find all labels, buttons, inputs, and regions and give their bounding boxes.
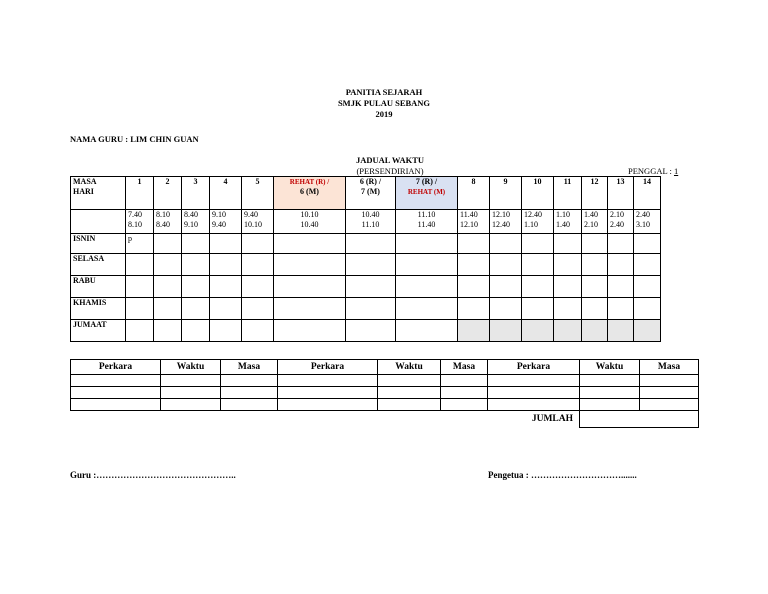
day-row-jumaat bbox=[71, 320, 661, 342]
slot-cell-unavailable bbox=[490, 320, 522, 342]
slot-cell-unavailable bbox=[608, 320, 634, 342]
slot-cell[interactable] bbox=[554, 254, 582, 276]
slot-cell[interactable] bbox=[522, 234, 554, 254]
time-start: 2.40 bbox=[636, 210, 650, 219]
period-10: 9 bbox=[490, 177, 522, 210]
period-8-rehat: REHAT (M) bbox=[407, 188, 446, 196]
slot-cell[interactable] bbox=[182, 234, 210, 254]
slot-cell[interactable] bbox=[396, 298, 458, 320]
col-waktu: Waktu bbox=[580, 360, 640, 375]
slot-cell[interactable] bbox=[242, 298, 274, 320]
summary-cell[interactable] bbox=[71, 375, 161, 387]
total-value-cell[interactable] bbox=[580, 411, 699, 428]
period-1: 1 bbox=[126, 177, 154, 210]
slot-cell[interactable] bbox=[346, 298, 396, 320]
slot-cell[interactable] bbox=[210, 276, 242, 298]
time-15 bbox=[634, 210, 661, 234]
summary-table bbox=[70, 359, 699, 428]
time-end: 3.10 bbox=[636, 220, 650, 229]
time-start: 7.40 bbox=[128, 210, 142, 219]
summary-cell[interactable] bbox=[640, 399, 699, 411]
timetable-subtitle: (PERSENDIRIAN) bbox=[356, 166, 424, 176]
slot-cell[interactable] bbox=[582, 254, 608, 276]
slot-cell[interactable] bbox=[274, 320, 346, 342]
slot-cell-unavailable bbox=[458, 320, 490, 342]
col-masa: Masa bbox=[221, 360, 278, 375]
summary-cell[interactable] bbox=[278, 387, 378, 399]
period-6 bbox=[274, 177, 346, 210]
slot-cell[interactable] bbox=[126, 320, 154, 342]
time-7 bbox=[346, 210, 396, 234]
slot-cell[interactable] bbox=[608, 234, 634, 254]
summary-header-row bbox=[71, 360, 699, 375]
slot-cell[interactable] bbox=[182, 320, 210, 342]
summary-cell[interactable] bbox=[640, 387, 699, 399]
period-12: 11 bbox=[554, 177, 582, 210]
slot-cell[interactable] bbox=[582, 276, 608, 298]
slot-cell[interactable] bbox=[210, 234, 242, 254]
time-end: 2.10 bbox=[584, 220, 598, 229]
day-row-rabu bbox=[71, 276, 661, 298]
time-start: 1.40 bbox=[584, 210, 598, 219]
slot-cell[interactable] bbox=[154, 234, 182, 254]
slot-cell[interactable] bbox=[458, 254, 490, 276]
time-end: 12.10 bbox=[460, 220, 478, 229]
time-end: 9.40 bbox=[212, 220, 226, 229]
col-perkara: Perkara bbox=[488, 360, 580, 375]
school-name: SMJK PULAU SEBANG bbox=[337, 98, 431, 108]
slot-cell[interactable] bbox=[490, 298, 522, 320]
slot-cell-unavailable bbox=[634, 320, 661, 342]
time-start: 11.40 bbox=[460, 210, 478, 219]
summary-cell[interactable] bbox=[580, 399, 640, 411]
time-4 bbox=[210, 210, 242, 234]
timetable bbox=[70, 176, 661, 342]
day-label: JUMAAT bbox=[71, 320, 126, 342]
time-end: 8.10 bbox=[128, 220, 142, 229]
summary-cell[interactable] bbox=[580, 375, 640, 387]
period-3: 3 bbox=[182, 177, 210, 210]
year: 2019 bbox=[375, 109, 393, 119]
period-8-r: 7 (R) / bbox=[415, 177, 438, 186]
slot-cell[interactable] bbox=[346, 254, 396, 276]
slot-cell-unavailable bbox=[582, 320, 608, 342]
slot-cell[interactable] bbox=[154, 254, 182, 276]
term-value: 1 bbox=[673, 166, 679, 176]
time-end: 10.10 bbox=[244, 220, 262, 229]
principal-signature-line: Pengetua : …………………………....... bbox=[488, 470, 637, 480]
slot-cell[interactable] bbox=[608, 298, 634, 320]
summary-cell[interactable] bbox=[161, 375, 221, 387]
slot-cell[interactable] bbox=[182, 298, 210, 320]
time-end: 1.40 bbox=[556, 220, 570, 229]
slot-cell[interactable] bbox=[554, 298, 582, 320]
period-14: 13 bbox=[608, 177, 634, 210]
corner-hari: HARI bbox=[73, 187, 94, 196]
time-10 bbox=[490, 210, 522, 234]
time-start: 12.40 bbox=[524, 210, 542, 219]
time-end: 10.40 bbox=[300, 220, 319, 229]
summary-cell[interactable] bbox=[278, 399, 378, 411]
slot-cell[interactable] bbox=[396, 234, 458, 254]
slot-cell[interactable] bbox=[396, 254, 458, 276]
summary-cell[interactable] bbox=[378, 387, 441, 399]
slot-cell[interactable] bbox=[554, 234, 582, 254]
time-9 bbox=[458, 210, 490, 234]
time-start: 10.40 bbox=[361, 210, 380, 219]
col-waktu: Waktu bbox=[378, 360, 441, 375]
teacher-name: NAMA GURU : LIM CHIN GUAN bbox=[70, 134, 199, 144]
day-label: RABU bbox=[71, 276, 126, 298]
col-waktu: Waktu bbox=[161, 360, 221, 375]
time-start: 11.10 bbox=[417, 210, 436, 219]
term-label bbox=[628, 166, 678, 176]
slot-cell[interactable] bbox=[634, 298, 661, 320]
time-end: 11.40 bbox=[417, 220, 436, 229]
time-end: 9.10 bbox=[184, 220, 198, 229]
period-7 bbox=[346, 177, 396, 210]
slot-cell[interactable] bbox=[274, 234, 346, 254]
time-end: 1.10 bbox=[524, 220, 538, 229]
slot-cell[interactable] bbox=[458, 234, 490, 254]
slot-cell[interactable] bbox=[210, 320, 242, 342]
period-4: 4 bbox=[210, 177, 242, 210]
day-label: SELASA bbox=[71, 254, 126, 276]
slot-cell[interactable] bbox=[154, 276, 182, 298]
slot-cell[interactable] bbox=[242, 234, 274, 254]
slot-cell[interactable] bbox=[242, 276, 274, 298]
summary-cell[interactable] bbox=[278, 375, 378, 387]
day-row-khamis bbox=[71, 298, 661, 320]
slot-cell[interactable] bbox=[274, 254, 346, 276]
time-6 bbox=[274, 210, 346, 234]
teacher-signature-line: Guru :……………………………………….. bbox=[70, 470, 236, 480]
time-start: 1.10 bbox=[556, 210, 570, 219]
period-2: 2 bbox=[154, 177, 182, 210]
summary-cell[interactable] bbox=[378, 399, 441, 411]
summary-cell[interactable] bbox=[221, 387, 278, 399]
day-row-isnin bbox=[71, 234, 661, 254]
period-15: 14 bbox=[634, 177, 661, 210]
time-end: 8.40 bbox=[156, 220, 170, 229]
slot-cell[interactable] bbox=[274, 276, 346, 298]
slot-cell[interactable] bbox=[396, 276, 458, 298]
summary-cell[interactable] bbox=[441, 399, 488, 411]
time-end: 2.40 bbox=[610, 220, 624, 229]
time-3 bbox=[182, 210, 210, 234]
time-8 bbox=[396, 210, 458, 234]
slot-cell[interactable] bbox=[210, 298, 242, 320]
time-start: 8.10 bbox=[156, 210, 170, 219]
summary-cell[interactable] bbox=[71, 399, 161, 411]
time-row bbox=[71, 210, 661, 234]
period-13: 12 bbox=[582, 177, 608, 210]
slot-cell[interactable] bbox=[154, 320, 182, 342]
period-6-m: 6 (M) bbox=[300, 187, 319, 196]
period-9: 8 bbox=[458, 177, 490, 210]
col-perkara: Perkara bbox=[278, 360, 378, 375]
period-7-r: 6 (R) / bbox=[359, 177, 382, 186]
day-row-selasa bbox=[71, 254, 661, 276]
slot-cell[interactable] bbox=[242, 254, 274, 276]
slot-cell[interactable] bbox=[126, 254, 154, 276]
slot-cell[interactable] bbox=[126, 276, 154, 298]
slot-cell-unavailable bbox=[554, 320, 582, 342]
slot-cell[interactable] bbox=[458, 298, 490, 320]
term-label-text: PENGGAL : bbox=[628, 166, 674, 176]
time-start: 10.10 bbox=[300, 210, 319, 219]
summary-cell[interactable] bbox=[488, 387, 580, 399]
day-label: KHAMIS bbox=[71, 298, 126, 320]
summary-cell[interactable] bbox=[640, 375, 699, 387]
summary-cell[interactable] bbox=[221, 375, 278, 387]
slot-cell[interactable] bbox=[582, 298, 608, 320]
summary-cell[interactable] bbox=[488, 375, 580, 387]
col-masa: Masa bbox=[441, 360, 488, 375]
slot-cell[interactable] bbox=[634, 276, 661, 298]
slot-cell[interactable] bbox=[154, 298, 182, 320]
timetable-title: JADUAL WAKTU bbox=[355, 155, 425, 165]
summary-row bbox=[71, 399, 699, 411]
period-6-rehat: REHAT (R) / bbox=[289, 178, 330, 186]
slot-cell[interactable] bbox=[210, 254, 242, 276]
slot-cell[interactable] bbox=[182, 276, 210, 298]
period-header-row bbox=[71, 177, 661, 210]
time-13 bbox=[582, 210, 608, 234]
time-start: 9.40 bbox=[244, 210, 258, 219]
slot-cell[interactable] bbox=[182, 254, 210, 276]
day-label: ISNIN bbox=[71, 234, 126, 254]
summary-cell[interactable] bbox=[441, 375, 488, 387]
time-1 bbox=[126, 210, 154, 234]
slot-cell[interactable] bbox=[634, 254, 661, 276]
slot-cell[interactable] bbox=[490, 276, 522, 298]
slot-cell[interactable] bbox=[490, 254, 522, 276]
slot-cell[interactable] bbox=[346, 276, 396, 298]
time-5 bbox=[242, 210, 274, 234]
slot-cell[interactable] bbox=[522, 254, 554, 276]
corner-masa: MASA bbox=[73, 177, 97, 186]
summary-cell[interactable] bbox=[580, 387, 640, 399]
summary-cell[interactable] bbox=[161, 387, 221, 399]
slot-cell[interactable] bbox=[522, 276, 554, 298]
col-perkara: Perkara bbox=[71, 360, 161, 375]
time-start: 9.10 bbox=[212, 210, 226, 219]
time-11 bbox=[522, 210, 554, 234]
time-end: 11.10 bbox=[361, 220, 380, 229]
slot-cell[interactable] bbox=[242, 320, 274, 342]
slot-cell[interactable] bbox=[126, 298, 154, 320]
total-label: JUMLAH bbox=[531, 413, 573, 424]
slot-cell[interactable] bbox=[608, 276, 634, 298]
col-masa: Masa bbox=[640, 360, 699, 375]
summary-cell[interactable] bbox=[441, 387, 488, 399]
summary-row bbox=[71, 387, 699, 399]
slot-cell[interactable] bbox=[346, 320, 396, 342]
period-8 bbox=[396, 177, 458, 210]
period-11: 10 bbox=[522, 177, 554, 210]
slot-cell[interactable] bbox=[396, 320, 458, 342]
period-7-m: 7 (M) bbox=[361, 187, 380, 196]
time-end: 12.40 bbox=[492, 220, 510, 229]
time-start: 2.10 bbox=[610, 210, 624, 219]
slot-cell-unavailable bbox=[522, 320, 554, 342]
slot-cell[interactable]: p bbox=[126, 234, 154, 254]
summary-cell[interactable] bbox=[221, 399, 278, 411]
summary-cell[interactable] bbox=[71, 387, 161, 399]
summary-row bbox=[71, 375, 699, 387]
summary-cell[interactable] bbox=[161, 399, 221, 411]
slot-cell[interactable] bbox=[554, 276, 582, 298]
slot-cell[interactable] bbox=[274, 298, 346, 320]
slot-cell[interactable] bbox=[458, 276, 490, 298]
slot-cell[interactable] bbox=[522, 298, 554, 320]
corner-cell bbox=[71, 177, 126, 210]
time-14 bbox=[608, 210, 634, 234]
summary-cell[interactable] bbox=[378, 375, 441, 387]
slot-cell[interactable] bbox=[346, 234, 396, 254]
time-corner bbox=[71, 210, 126, 234]
slot-cell[interactable] bbox=[634, 234, 661, 254]
time-start: 12.10 bbox=[492, 210, 510, 219]
total-row bbox=[71, 411, 699, 428]
time-start: 8.40 bbox=[184, 210, 198, 219]
slot-cell[interactable] bbox=[582, 234, 608, 254]
slot-cell[interactable] bbox=[490, 234, 522, 254]
slot-cell[interactable] bbox=[608, 254, 634, 276]
time-12 bbox=[554, 210, 582, 234]
summary-cell[interactable] bbox=[488, 399, 580, 411]
period-5: 5 bbox=[242, 177, 274, 210]
committee-title: PANITIA SEJARAH bbox=[345, 87, 423, 97]
time-2 bbox=[154, 210, 182, 234]
